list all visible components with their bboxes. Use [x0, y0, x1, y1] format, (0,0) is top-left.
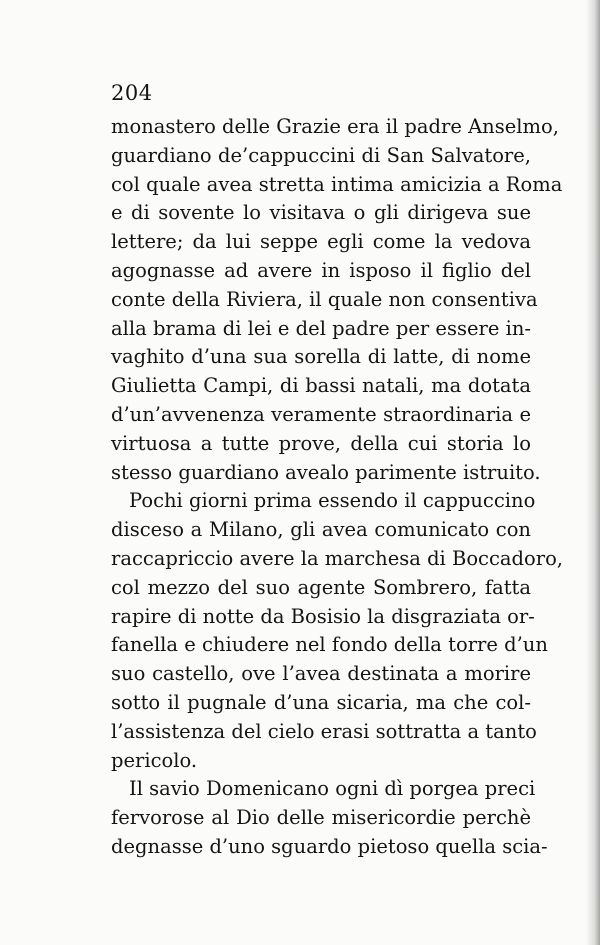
paragraph-start-line: Pochi giorni prima essendo il cappuccino: [129, 489, 536, 513]
paragraph-start-line: Il savio Domenicano ogni dì porgea preci: [129, 777, 536, 801]
text-line: l’assistenza del cielo erasi sottratta a tanto: [111, 719, 537, 743]
text-line: vaghito d’una sua sorella di latte, di nome: [111, 345, 531, 369]
text-line: virtuosa a tutte prove, della cui storia lo: [111, 431, 531, 455]
text-line: agognasse ad avere in isposo il figlio del: [111, 258, 531, 282]
text-line: conte della Riviera, il quale non consentiva: [111, 287, 538, 311]
text-line: d’un’avvenenza veramente straordinaria e: [111, 402, 531, 426]
text-line: degnasse d’uno sguardo pietoso quella scia-: [111, 834, 548, 858]
text-line: Giulietta Campi, di bassi natali, ma dotata: [111, 374, 531, 398]
page-number: 204: [111, 81, 153, 105]
text-line: disceso a Milano, gli avea comunicato con: [111, 518, 531, 542]
text-line: raccapriccio avere la marchesa di Boccadoro,: [111, 546, 564, 570]
text-line: sotto il pugnale d’una sicaria, ma che col-: [111, 690, 531, 714]
text-line: stesso guardiano avealo parimente istruito.: [111, 460, 541, 484]
text-line: alla brama di lei e del padre per essere in-: [111, 316, 531, 340]
text-line: rapire di notte da Bosisio la disgraziata or-: [111, 604, 535, 628]
text-line: col quale avea stretta intima amicizia a Roma: [111, 172, 563, 196]
text-line: fanella e chiudere nel fondo della torre d’un: [111, 633, 548, 657]
text-line: suo castello, ove l’avea destinata a morire: [111, 662, 531, 686]
text-line: col mezzo del suo agente Sombrero, fatta: [111, 575, 531, 599]
text-line: pericolo.: [111, 748, 198, 772]
text-line: monastero delle Grazie era il padre Anselmo,: [111, 115, 559, 138]
body-text: [111, 113, 564, 862]
text-line: lettere; da lui seppe egli come la vedova: [111, 230, 531, 254]
text-line: guardiano de’cappuccini di San Salvatore,: [111, 143, 531, 167]
text-line: e di sovente lo visitava o gli dirigeva sue: [111, 201, 531, 225]
text-line: fervorose al Dio delle misericordie perchè: [111, 806, 531, 830]
